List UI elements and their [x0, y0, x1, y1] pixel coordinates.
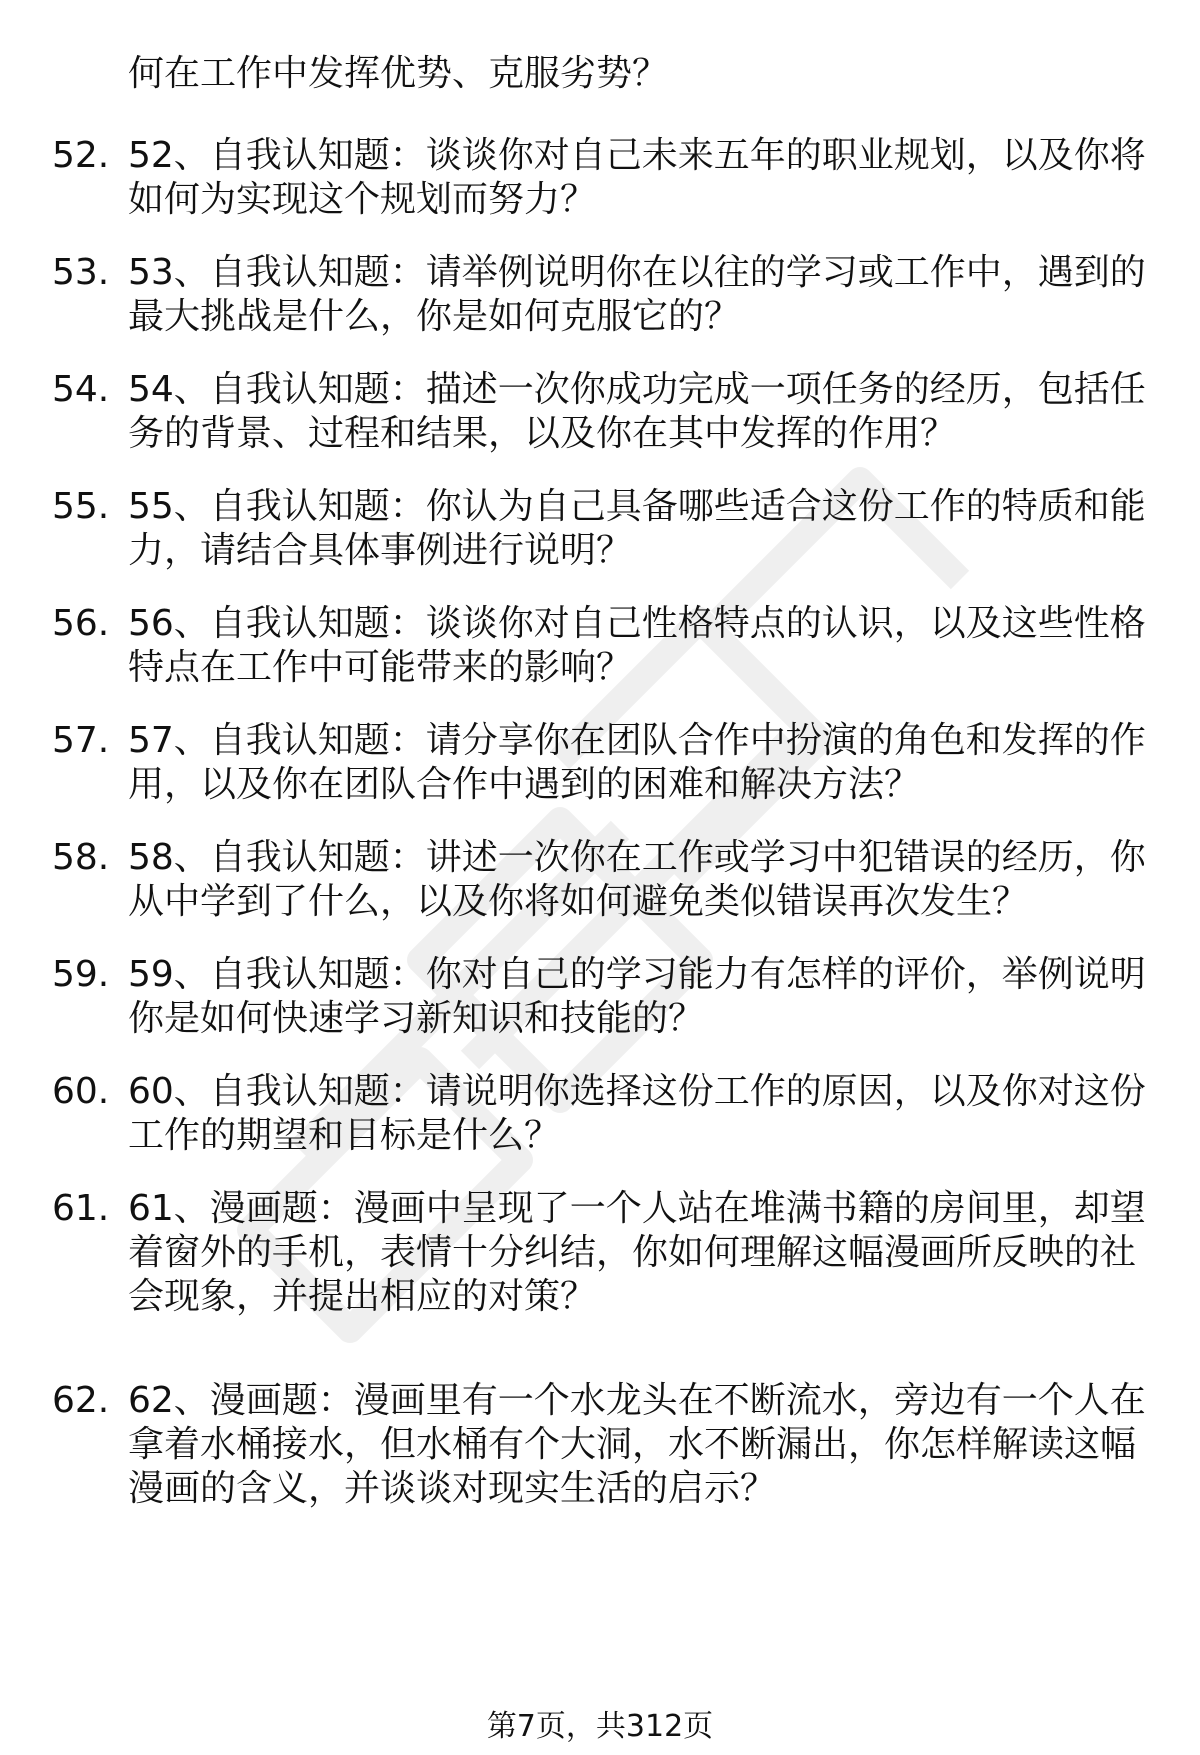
- list-item-text-line: 最大挑战是什么，你是如何克服它的？: [128, 296, 741, 337]
- list-item-text-line: 着窗外的手机，表情十分纠结，你如何理解这幅漫画所反映的社: [128, 1232, 1137, 1273]
- list-item-text-line: 工作的期望和目标是什么？: [128, 1115, 561, 1156]
- list-item-text-line: 会现象，并提出相应的对策？: [128, 1276, 597, 1317]
- list-item-number: 53.: [52, 252, 110, 293]
- list-item-text-line: 力，请结合具体事例进行说明？: [128, 530, 633, 571]
- page-number-footer: 第7页，共312页: [486, 1709, 714, 1744]
- list-item-number: 61.: [52, 1188, 110, 1229]
- list-item-text-line: 漫画的含义，并谈谈对现实生活的启示？: [128, 1468, 777, 1509]
- list-item-text-line: 特点在工作中可能带来的影响？: [128, 647, 633, 688]
- list-item-text-line: 用，以及你在团队合作中遇到的困难和解决方法？: [128, 764, 921, 805]
- list-item-text-line: 务的背景、过程和结果，以及你在其中发挥的作用？: [128, 413, 957, 454]
- list-item-text-line: 62、漫画题：漫画里有一个水龙头在不断流水，旁边有一个人在: [128, 1380, 1146, 1421]
- list-item-text-line: 56、自我认知题：谈谈你对自己性格特点的认识，以及这些性格: [128, 603, 1146, 644]
- list-item-text-line: 59、自我认知题：你对自己的学习能力有怎样的评价，举例说明: [128, 954, 1146, 995]
- list-item-text-line: 53、自我认知题：请举例说明你在以往的学习或工作中，遇到的: [128, 252, 1146, 293]
- list-item-text-line: 如何为实现这个规划而努力？: [128, 179, 597, 220]
- list-item-text-line: 57、自我认知题：请分享你在团队合作中扮演的角色和发挥的作: [128, 720, 1146, 761]
- list-item-text-line: 61、漫画题：漫画中呈现了一个人站在堆满书籍的房间里，却望: [128, 1188, 1146, 1229]
- list-item-text-line: 58、自我认知题：讲述一次你在工作或学习中犯错误的经历，你: [128, 837, 1146, 878]
- list-item-text-line: 拿着水桶接水，但水桶有个大洞，水不断漏出，你怎样解读这幅: [128, 1424, 1137, 1465]
- list-item-text-line: 52、自我认知题：谈谈你对自己未来五年的职业规划，以及你将: [128, 135, 1146, 176]
- list-item-text-line: 你是如何快速学习新知识和技能的？: [128, 998, 705, 1039]
- list-item-text-line: 54、自我认知题：描述一次你成功完成一项任务的经历，包括任: [128, 369, 1146, 410]
- list-item-number: 54.: [52, 369, 110, 410]
- list-item-text-line: 从中学到了什么，以及你将如何避免类似错误再次发生？: [128, 881, 1029, 922]
- list-item-number: 57.: [52, 720, 110, 761]
- list-item-text-line: 55、自我认知题：你认为自己具备哪些适合这份工作的特质和能: [128, 486, 1146, 527]
- list-item-number: 56.: [52, 603, 110, 644]
- list-item-number: 58.: [52, 837, 110, 878]
- list-item-number: 55.: [52, 486, 110, 527]
- continuation-line: 何在工作中发挥优势、克服劣势？: [128, 53, 669, 94]
- list-item-text-line: 60、自我认知题：请说明你选择这份工作的原因，以及你对这份: [128, 1071, 1146, 1112]
- list-item-number: 59.: [52, 954, 110, 995]
- list-item-number: 62.: [52, 1380, 110, 1421]
- list-item-number: 52.: [52, 135, 110, 176]
- list-item-number: 60.: [52, 1071, 110, 1112]
